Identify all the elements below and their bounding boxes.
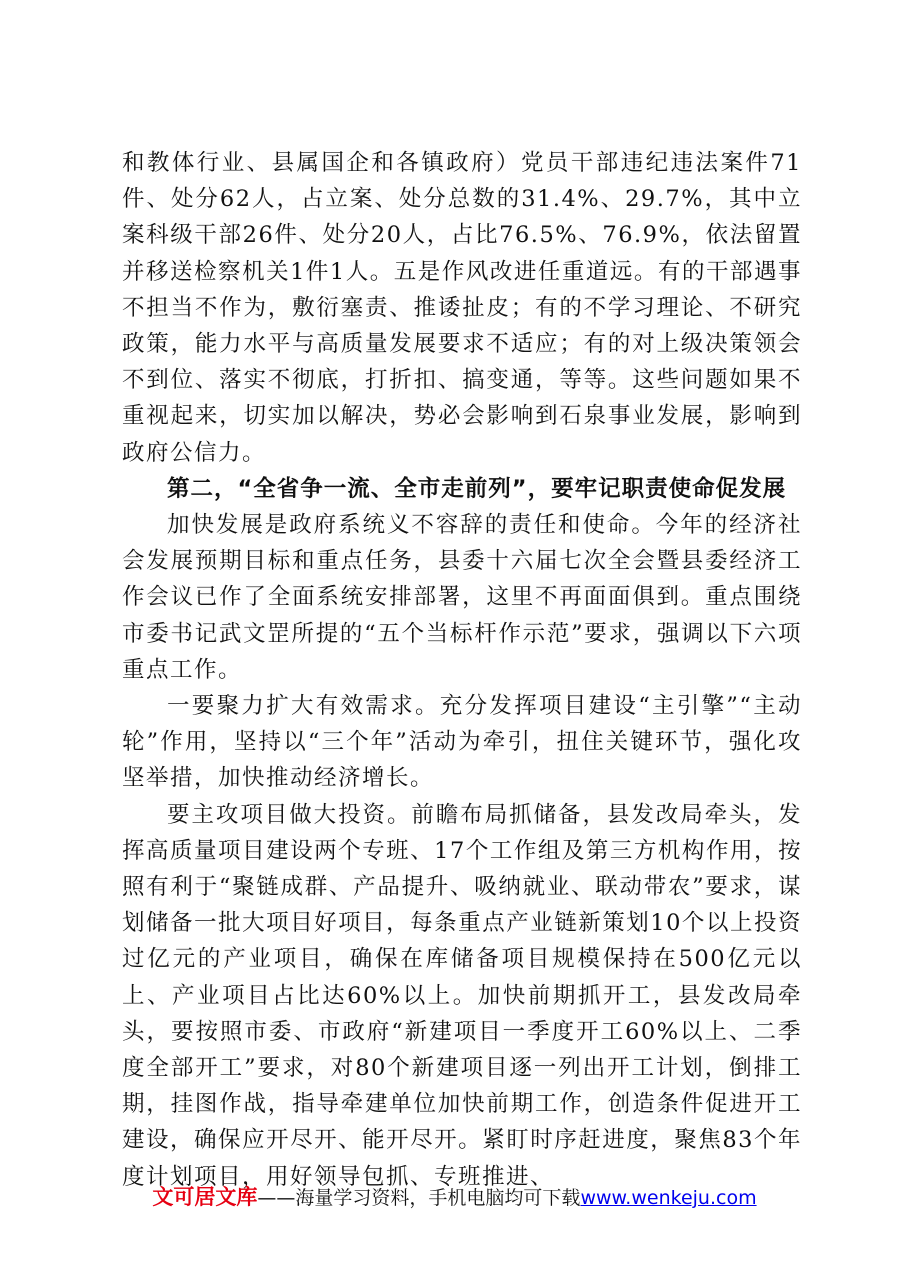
paragraph-continuation: 和教体行业、县属国企和各镇政府）党员干部违纪违法案件71件、处分62人，占立案、处分总数的31.4%、29.7%，其中立案科级干部26件、处分20人，占比76.5%、76.9%，依法留置并移送检察机关1件1人。五是作风改进任重道远。有的干部遇事不担当不作为，敷衍塞责、推诿扯皮；有的不学习理论、不研究政策，能力水平与高质量发展要求不适应；有的对上级决策领会不到位、落实不彻底，打折扣、搞变通，等等。这些问题如果不重视起来，切实加以解决，势必会影响到石泉事业发展，影响到政府公信力。: [122, 150, 802, 466]
footer-link[interactable]: www.wenkeju.com: [580, 1187, 757, 1209]
document-body: [122, 145, 802, 1195]
paragraph: 要主攻项目做大投资。前瞻布局抓储备，县发改局牵头，发挥高质量项目建设两个专班、17个工作组及第三方机构作用，按照有利于“聚链成群、产品提升、吸纳就业、联动带农”要求，谋划储备一批大项目好项目，每条重点产业链新策划10个以上投资过亿元的产业项目，确保在库储备项目规模保持在500亿元以上、产业项目占比达60%以上。加快前期抓开工，县发改局牵头，要按照市委、市政府“新建项目一季度开工60%以上、二季度全部开工”要求，对80个新建项目逐一列出开工计划，倒排工期，挂图作战，指导牵建单位加快前期工作，创造条件促进开工建设，确保应开尽开、能开尽开。紧盯时序赶进度，聚焦83个年度计划项目，用好领导包抓、专班推进、: [122, 801, 802, 1190]
footer-brand: 文可居文库: [152, 1185, 258, 1209]
paragraph: 加快发展是政府系统义不容辞的责任和使命。今年的经济社会发展预期目标和重点任务，县委十六届七次全会暨县委经济工作会议已作了全面系统安排部署，这里不再面面俱到。重点围绕市委书记武文罡所提的“五个当标杆作示范”要求，强调以下六项重点工作。: [122, 512, 802, 683]
footer-tagline: ——海量学习资料，手机电脑均可下载: [257, 1187, 581, 1209]
paragraph: 一要聚力扩大有效需求。充分发挥项目建设“主引擎”“主动轮”作用，坚持以“三个年”活动为牵引，扭住关键环节，强化攻坚举措，加快推动经济增长。: [122, 693, 802, 792]
section-heading: 第二，“全省争一流、全市走前列”，要牢记职责使命促发展: [167, 475, 787, 502]
footer-banner: [0, 1181, 909, 1211]
